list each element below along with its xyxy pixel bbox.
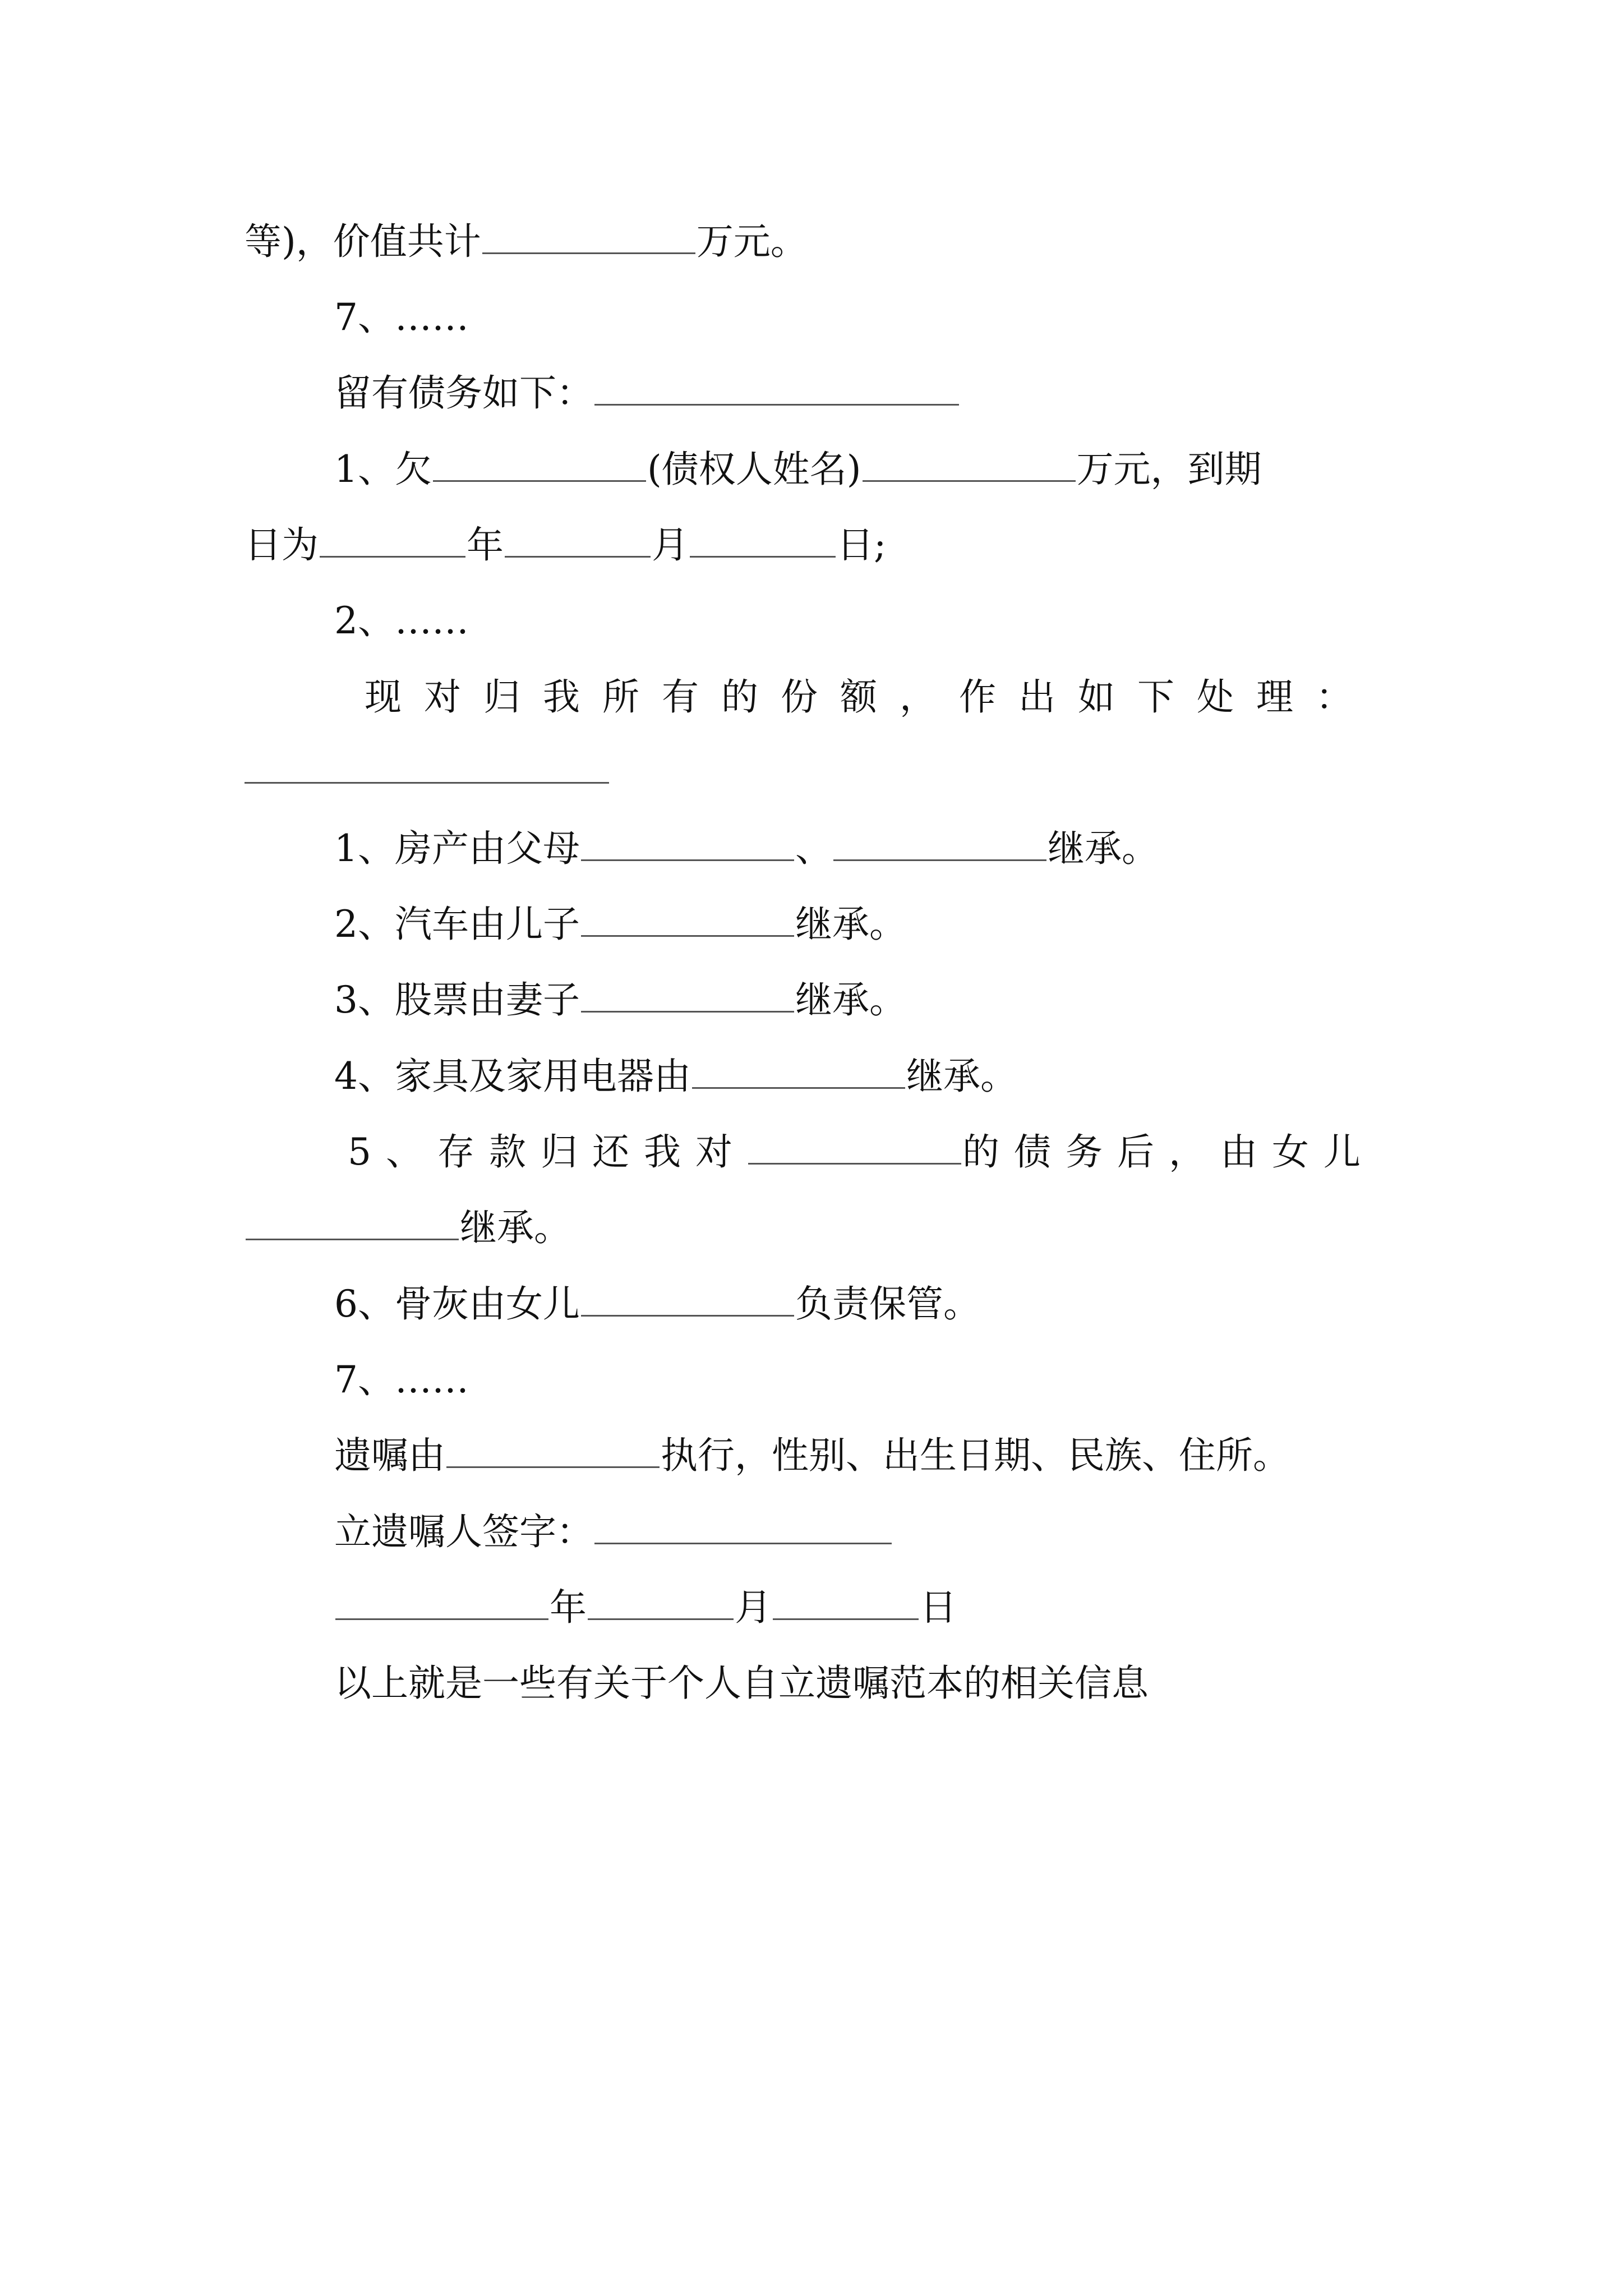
blank-field[interactable] <box>594 371 959 406</box>
line-clause-4 <box>334 1051 1017 1102</box>
line-disposition-heading <box>365 672 1375 723</box>
text: 2、汽车由儿子 <box>334 903 580 946</box>
line-executor <box>334 1430 1290 1481</box>
blank-field[interactable] <box>433 448 646 482</box>
line-clause-5 <box>348 1127 1375 1177</box>
line-clause-7 <box>334 1355 469 1405</box>
line-sign-date <box>334 1582 957 1633</box>
text: 遗嘱由 <box>334 1434 445 1477</box>
text: 日; <box>837 523 887 567</box>
blank-field[interactable] <box>581 827 794 861</box>
text: 继承。 <box>795 903 906 946</box>
blank-field[interactable] <box>863 448 1076 482</box>
text: 继承。 <box>795 978 906 1022</box>
blank-field[interactable] <box>482 220 695 254</box>
text: 万元。 <box>696 220 808 263</box>
line-clause-5-cont <box>245 1203 571 1253</box>
text: 日 <box>920 1586 957 1629</box>
blank-field[interactable] <box>320 523 465 558</box>
text: 3、股票由妻子 <box>334 978 580 1022</box>
signature-field[interactable] <box>594 1510 892 1544</box>
text: 月 <box>735 1586 772 1629</box>
text: 以上就是一些有关于个人自立遗嘱范本的相关信息 <box>334 1662 1149 1705</box>
text: 立遗嘱人签字： <box>334 1510 593 1553</box>
line-value-total <box>245 217 808 267</box>
text: 继承。 <box>906 1055 1017 1098</box>
blank-field[interactable] <box>246 1206 459 1240</box>
blank-field[interactable] <box>690 523 836 558</box>
text: 留有债务如下： <box>334 371 593 415</box>
text: 5、存款归还我对 <box>348 1130 747 1174</box>
line-signature <box>334 1507 893 1557</box>
blank-field[interactable] <box>505 523 651 558</box>
text: 日为 <box>245 523 319 567</box>
line-debts-heading <box>334 368 960 418</box>
line-debt-1 <box>334 444 1262 495</box>
text: 负责保管。 <box>795 1282 980 1326</box>
text: 等)，价值共计 <box>245 220 481 263</box>
text: 继承。 <box>1048 827 1159 870</box>
text: 2、…… <box>334 599 469 642</box>
text: 年 <box>467 523 504 567</box>
blank-field[interactable] <box>581 1282 794 1317</box>
blank-field[interactable] <box>588 1586 734 1620</box>
text: 执行，性别、出生日期、民族、住所。 <box>661 1434 1290 1477</box>
blank-field[interactable] <box>245 782 609 784</box>
blank-field[interactable] <box>692 1055 905 1089</box>
text: 现对归我所有的份额，作出如下处理： <box>365 675 1375 719</box>
blank-field[interactable] <box>335 1586 548 1620</box>
line-clause-1 <box>334 823 1159 874</box>
text: 万元，到期 <box>1076 448 1262 491</box>
text: (债权人姓名) <box>647 448 861 491</box>
text: 年 <box>550 1586 587 1629</box>
text: 6、骨灰由女儿 <box>334 1282 580 1326</box>
text: 继承。 <box>460 1206 571 1249</box>
line-clause-3 <box>334 975 906 1025</box>
text: 、 <box>795 827 832 870</box>
text: 1、房产由父母 <box>334 827 580 870</box>
text: 7、…… <box>334 296 469 339</box>
text: 7、…… <box>334 1358 469 1401</box>
blank-field[interactable] <box>773 1586 919 1620</box>
blank-field[interactable] <box>581 978 794 1013</box>
line-debt-date <box>245 520 886 570</box>
line-item-7 <box>334 292 469 343</box>
text: 4、家具及家用电器由 <box>334 1055 691 1098</box>
text: 1、欠 <box>334 448 432 491</box>
line-closing <box>334 1658 1149 1709</box>
blank-field[interactable] <box>581 903 794 937</box>
text: 的债务后，由女儿 <box>962 1130 1375 1174</box>
blank-field[interactable] <box>748 1130 961 1165</box>
line-clause-6 <box>334 1279 980 1329</box>
line-item-2 <box>334 596 469 646</box>
line-clause-2 <box>334 899 906 950</box>
text: 月 <box>652 523 689 567</box>
blank-field[interactable] <box>833 827 1046 861</box>
blank-field[interactable] <box>446 1434 660 1468</box>
